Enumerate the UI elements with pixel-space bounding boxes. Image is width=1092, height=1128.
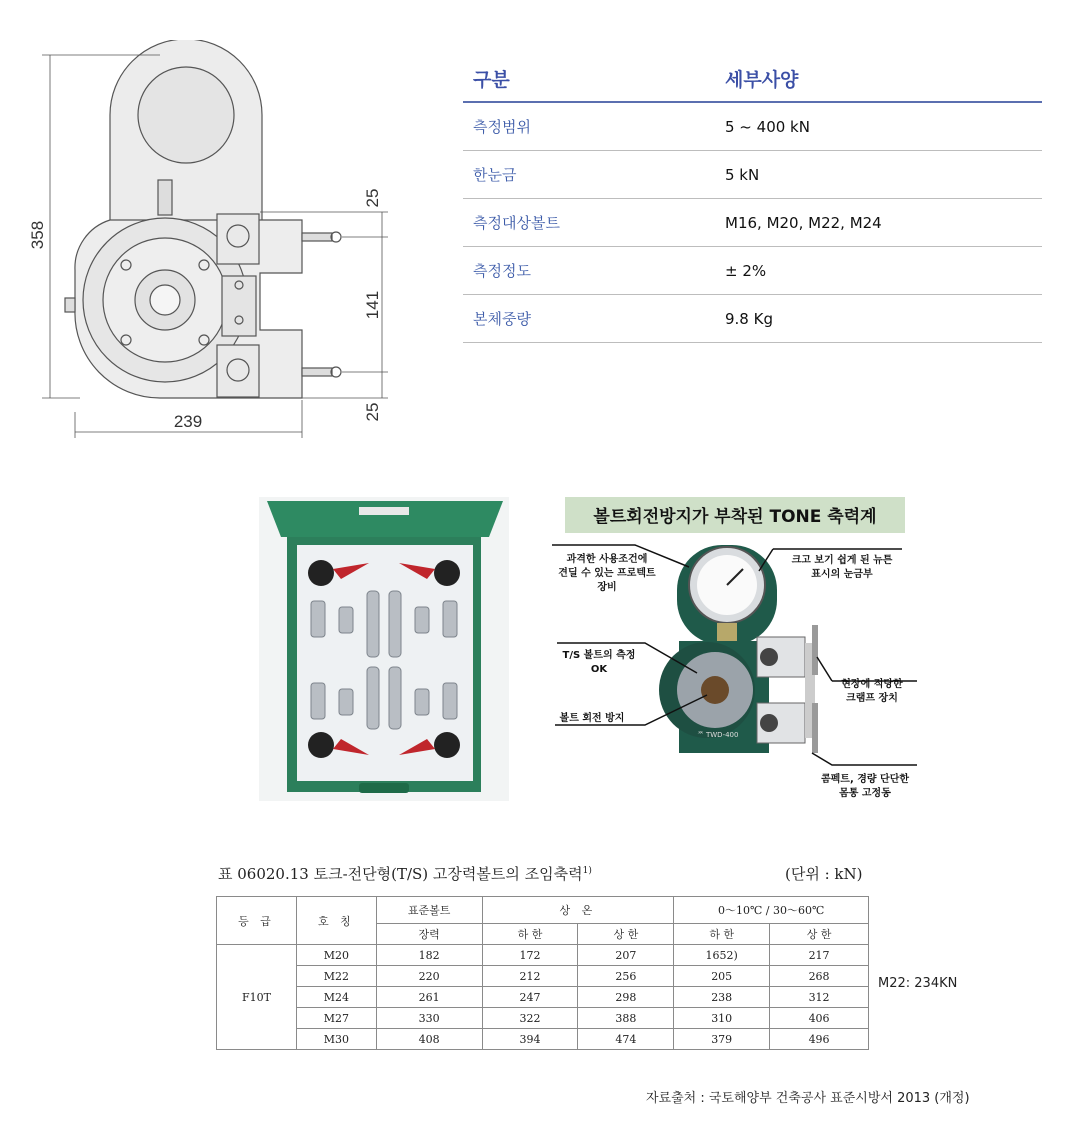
callout-ts-1: T/S 볼트의 측정 [562, 650, 636, 661]
spec-label: 측정정도 [473, 262, 531, 280]
header-name: 호 칭 [296, 897, 376, 945]
spec-table [463, 56, 1042, 343]
header-high: 상 한 [578, 924, 674, 945]
header-temp-range: 0～10℃ / 30～60℃ [674, 897, 869, 924]
spec-header-category: 구분 [473, 69, 510, 91]
spec-row [463, 151, 1042, 199]
callout-clamp-2: 크램프 장치 [846, 693, 898, 704]
header-high-2: 상 한 [770, 924, 869, 945]
spec-label: 본체중량 [473, 310, 531, 328]
cell-name: M22 [296, 966, 376, 987]
spec-value: M16, M20, M22, M24 [725, 213, 882, 232]
gauge-plate: ᄍ TWD-400 [697, 731, 739, 739]
spec-value: 5 ~ 400 kN [725, 117, 810, 136]
callout-protect-2: 견딜 수 있는 프로텍트 [558, 568, 656, 579]
dim-middle-label: 141 [363, 290, 382, 320]
cell-grade: F10T [217, 945, 297, 1050]
cell-name: M30 [296, 1029, 376, 1050]
callout-clamp-1: 현장에 적당한 [841, 679, 903, 690]
cell-high-2: 217 [770, 945, 869, 966]
gauge-photo [547, 495, 922, 805]
spec-value: 5 kN [725, 165, 760, 184]
spec-value: ± 2% [725, 261, 767, 280]
cell-std: 261 [376, 987, 482, 1008]
table-row [217, 1008, 869, 1029]
callout-scale-1: 크고 보기 쉽게 된 뉴튼 [791, 555, 893, 566]
dim-width-label: 239 [173, 412, 203, 431]
spec-header [463, 56, 1042, 103]
callout-protect-3: 장비 [597, 582, 617, 593]
cell-high-2: 406 [770, 1008, 869, 1029]
spec-row [463, 295, 1042, 343]
cell-low-2: 205 [674, 966, 770, 987]
m22-note: M22: 234KN [878, 976, 958, 991]
header-low-2: 하 한 [674, 924, 770, 945]
table-header-row [217, 897, 869, 924]
spec-label: 측정대상볼트 [473, 214, 560, 232]
cell-name: M20 [296, 945, 376, 966]
table-row [217, 945, 869, 966]
cell-low-2: 310 [674, 1008, 770, 1029]
cell-high-2: 268 [770, 966, 869, 987]
bolt-axial-force-table [216, 896, 869, 1050]
table-unit: (단위 : kN) [785, 865, 863, 883]
spec-row [463, 103, 1042, 151]
header-std-1: 표준볼트 [376, 897, 482, 924]
cell-low: 247 [482, 987, 578, 1008]
cell-std: 408 [376, 1029, 482, 1050]
cell-name: M24 [296, 987, 376, 1008]
cell-high-2: 312 [770, 987, 869, 1008]
technical-drawing [20, 40, 400, 440]
callout-ts-2: OK [590, 664, 608, 675]
cell-std: 182 [376, 945, 482, 966]
spec-row [463, 247, 1042, 295]
callout-antirotation: 볼트 회전 방지 [559, 713, 625, 724]
spec-value: 9.8 Kg [725, 309, 773, 328]
header-low: 하 한 [482, 924, 578, 945]
table-row [217, 987, 869, 1008]
dim-height-label: 358 [28, 220, 47, 250]
table-row [217, 966, 869, 987]
callout-protect-1: 과격한 사용조건에 [566, 554, 648, 565]
cell-low-2: 379 [674, 1029, 770, 1050]
cell-std: 220 [376, 966, 482, 987]
cell-high: 298 [578, 987, 674, 1008]
header-std-2: 장력 [376, 924, 482, 945]
cell-low: 212 [482, 966, 578, 987]
cell-low: 172 [482, 945, 578, 966]
spec-label: 한눈금 [473, 166, 517, 184]
cell-high: 388 [578, 1008, 674, 1029]
spec-label: 측정범위 [473, 118, 531, 136]
table-caption-footnote: 1) [582, 866, 592, 876]
dim-top-label: 25 [363, 188, 382, 208]
cell-name: M27 [296, 1008, 376, 1029]
cell-high-2: 496 [770, 1029, 869, 1050]
tool-case-photo [259, 497, 509, 801]
header-room-temp: 상 온 [482, 897, 674, 924]
cell-low-2: 238 [674, 987, 770, 1008]
cell-low: 394 [482, 1029, 578, 1050]
cell-high: 256 [578, 966, 674, 987]
spec-row [463, 199, 1042, 247]
callout-scale-2: 표시의 눈금부 [811, 569, 873, 580]
table-row [217, 1029, 869, 1050]
gauge-banner: 볼트회전방지가 부착된 TONE 축력계 [593, 507, 877, 527]
cell-low: 322 [482, 1008, 578, 1029]
cell-high: 474 [578, 1029, 674, 1050]
spec-header-detail: 세부사양 [725, 69, 799, 91]
cell-low-2: 1652) [674, 945, 770, 966]
dim-bottom-label: 25 [363, 402, 382, 422]
header-grade: 등 급 [217, 897, 297, 945]
cell-std: 330 [376, 1008, 482, 1029]
table-caption [218, 863, 592, 884]
callout-body-1: 콤펙트, 경량 단단한 [820, 774, 910, 785]
cell-high: 207 [578, 945, 674, 966]
source-citation: 자료출처 : 국토해양부 건축공사 표준시방서 2013 (개정) [646, 1091, 970, 1106]
table-caption-text: 표 06020.13 토크-전단형(T/S) 고장력볼트의 조임축력 [218, 865, 583, 883]
callout-body-2: 몸통 고정동 [839, 788, 891, 799]
